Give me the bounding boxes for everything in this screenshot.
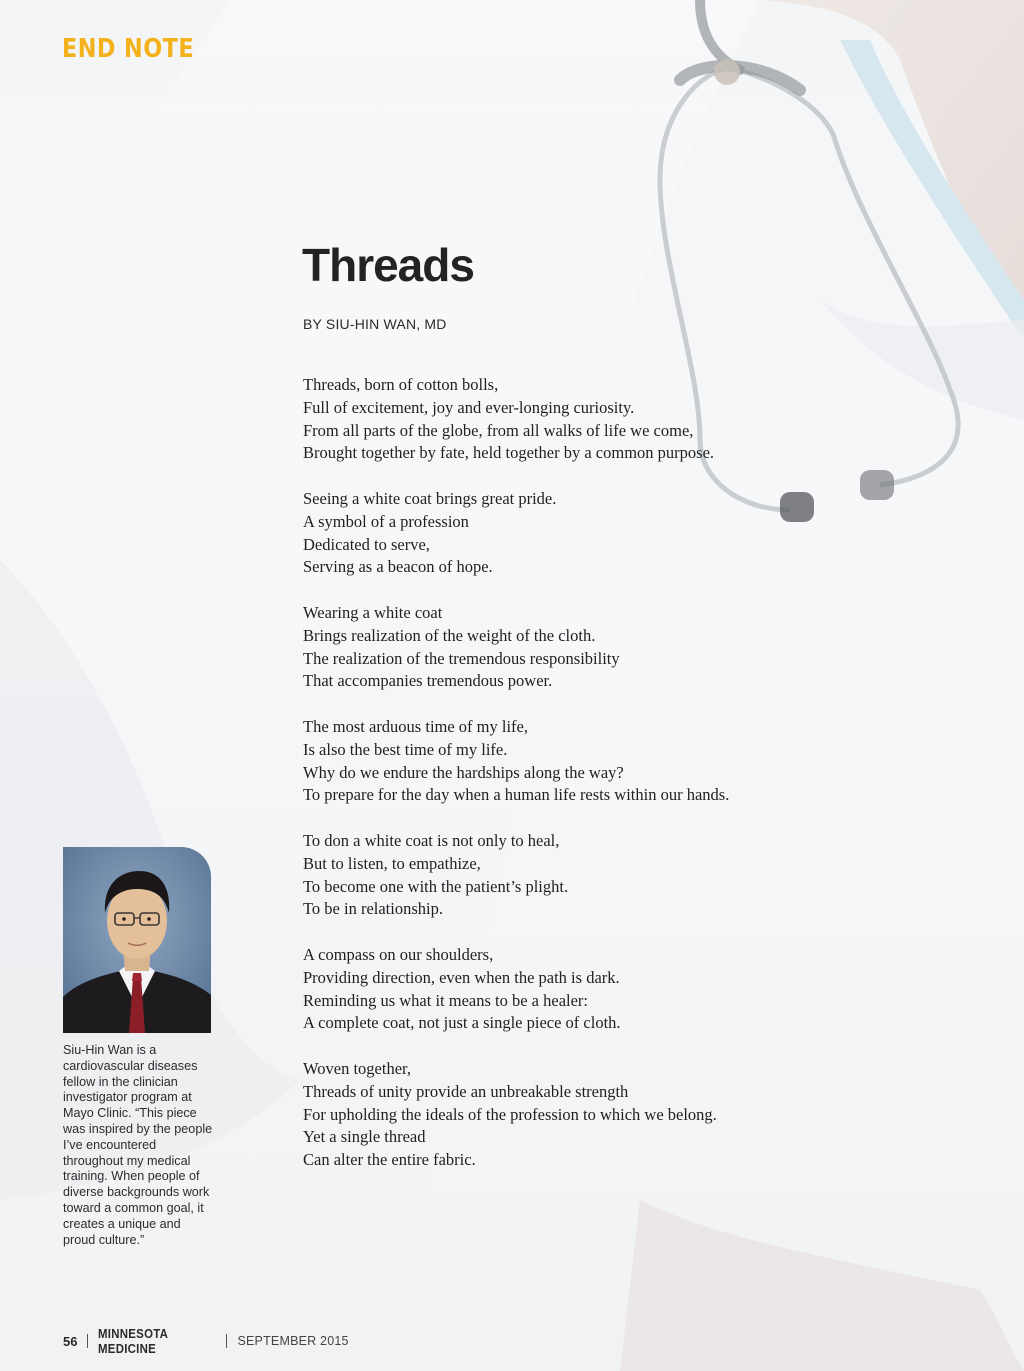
footer-divider (87, 1334, 88, 1348)
poem-line: To become one with the patient’s plight. (303, 876, 569, 896)
footer-divider (226, 1334, 227, 1348)
poem-stanza (303, 488, 823, 579)
poem-stanza (303, 716, 823, 807)
poem-line: Threads, born of cotton bolls, (303, 375, 499, 394)
article-byline: BY SIU-HIN WAN, MD (303, 316, 447, 332)
poem-line: The realization of the tremendous responsibility (303, 648, 620, 668)
issue-date: SEPTEMBER 2015 (237, 1334, 349, 1348)
page-number: 56 (63, 1333, 78, 1349)
poem-line: Threads of unity provide an unbreakable strength (303, 1081, 629, 1101)
poem-line: A complete coat, not just a single piece of cloth. (303, 1013, 621, 1033)
poem-line: Reminding us what it means to be a healer: (303, 990, 589, 1010)
poem-line: Yet a single thread (303, 1127, 426, 1147)
poem-line: From all parts of the globe, from all walks of life we come, (303, 420, 694, 440)
poem-line: That accompanies tremendous power. (303, 671, 553, 691)
poem-line: A symbol of a profession (303, 511, 469, 531)
poem-line: Is also the best time of my life. (303, 739, 508, 759)
publication-name: MINNESOTA MEDICINE (98, 1326, 169, 1356)
poem-line: The most arduous time of my life, (303, 716, 528, 736)
section-label: END NOTE (62, 34, 195, 64)
poem-line: Full of excitement, joy and ever-longing curiosity. (303, 397, 635, 417)
poem-stanza (303, 374, 823, 465)
poem-line: Dedicated to serve, (303, 534, 430, 554)
poem-line: But to listen, to empathize, (303, 853, 481, 873)
poem-stanza (303, 830, 823, 921)
author-bio: Siu-Hin Wan is a cardiovascular diseases fellow in the clinician investigator program at Mayo Clinic. “This piece was inspired by the people I’ve encountered throughout my medical training. When people of diverse backgrounds work toward a common goal, it creates a unique and proud culture.” (63, 1043, 213, 1247)
page-footer (63, 1326, 349, 1356)
poem-line: Seeing a white coat brings great pride. (303, 488, 557, 508)
poem-line: For upholding the ideals of the profession to which we belong. (303, 1104, 717, 1124)
poem-line: Why do we endure the hardships along the way? (303, 762, 624, 782)
poem-line: Can alter the entire fabric. (303, 1150, 476, 1170)
poem-line: Brings realization of the weight of the cloth. (303, 625, 596, 645)
author-photo (63, 847, 211, 1033)
poem-stanza (303, 1058, 823, 1172)
poem-line: Providing direction, even when the path is dark. (303, 967, 620, 987)
poem-line: To prepare for the day when a human life rests within our hands. (303, 785, 730, 805)
poem-line: A compass on our shoulders, (303, 944, 494, 964)
poem-line: To be in relationship. (303, 899, 443, 919)
poem-stanza (303, 602, 823, 693)
poem-line: To don a white coat is not only to heal, (303, 830, 560, 850)
poem-body (303, 374, 823, 1195)
poem-line: Wearing a white coat (303, 602, 443, 622)
poem-line: Brought together by fate, held together by a common purpose. (303, 443, 715, 463)
poem-line: Woven together, (303, 1058, 411, 1078)
poem-line: Serving as a beacon of hope. (303, 557, 493, 577)
poem-stanza (303, 944, 823, 1035)
article-title: Threads (302, 239, 474, 291)
